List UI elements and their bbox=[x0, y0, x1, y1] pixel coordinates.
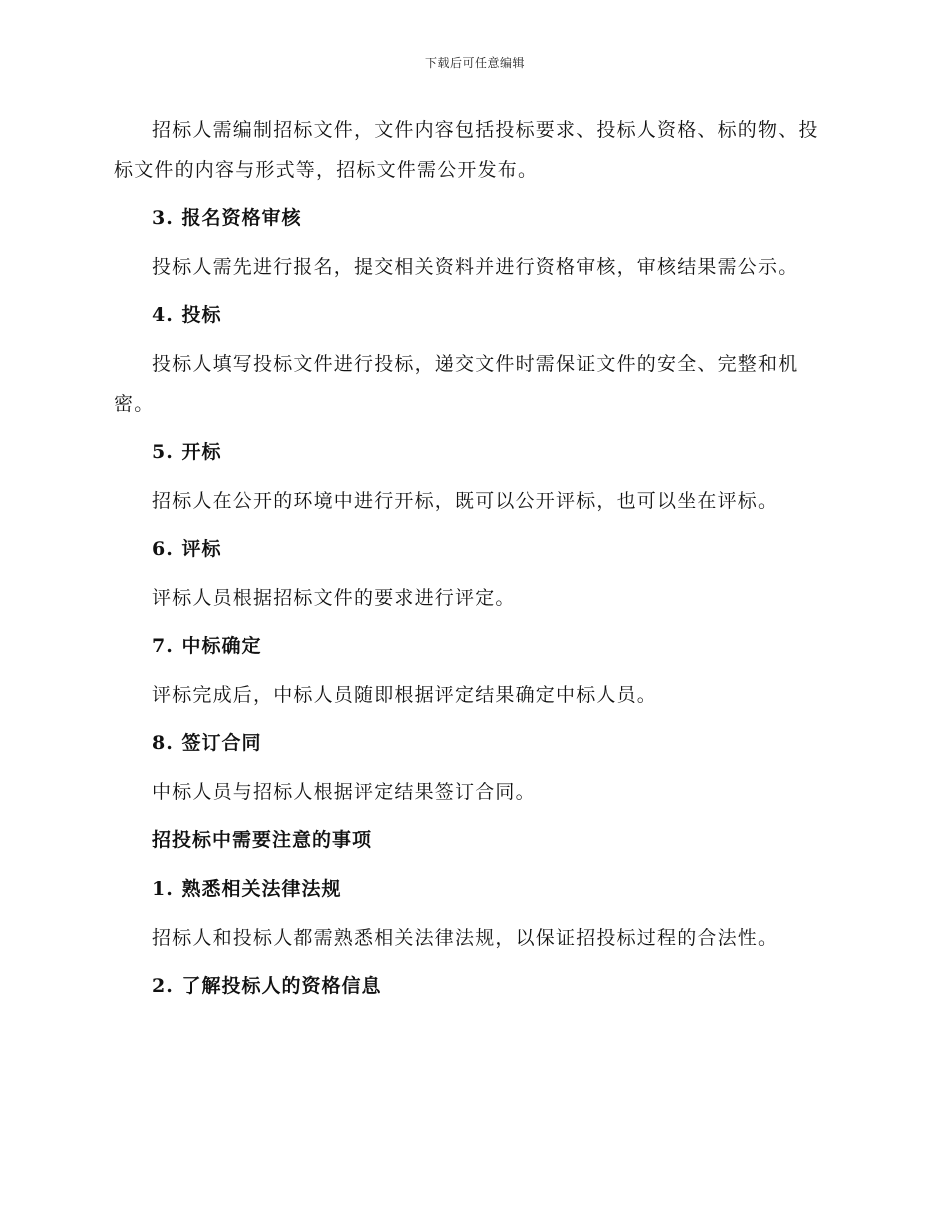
document-body bbox=[114, 110, 834, 1006]
heading-bid-opening: 5. 开标 bbox=[152, 441, 222, 463]
page-header: 下载后可任意编辑 bbox=[424, 56, 525, 70]
paragraph-bidding: 投标人填写投标文件进行投标，递交文件时需保证文件的安全、完整和机密。 bbox=[114, 353, 799, 415]
paragraph-tender-documents: 招标人需编制招标文件，文件内容包括投标要求、投标人资格、标的物、投标文件的内容与形式等，招标文件需公开发布。 bbox=[114, 119, 819, 181]
heading-bid-evaluation: 6. 评标 bbox=[152, 538, 222, 560]
heading-bidder-qualification: 2. 了解投标人的资格信息 bbox=[152, 975, 382, 997]
paragraph-registration-review: 投标人需先进行报名，提交相关资料并进行资格审核，审核结果需公示。 bbox=[152, 256, 799, 278]
heading-bidding: 4. 投标 bbox=[152, 304, 222, 326]
heading-registration-review: 3. 报名资格审核 bbox=[152, 207, 302, 229]
paragraph-award-decision: 评标完成后，中标人员随即根据评定结果确定中标人员。 bbox=[152, 684, 658, 706]
paragraph-know-laws: 招标人和投标人都需熟悉相关法律法规，以保证招投标过程的合法性。 bbox=[152, 927, 779, 949]
heading-know-laws: 1. 熟悉相关法律法规 bbox=[152, 878, 342, 900]
heading-notes-section: 招投标中需要注意的事项 bbox=[152, 829, 373, 851]
paragraph-bid-evaluation: 评标人员根据招标文件的要求进行评定。 bbox=[152, 587, 516, 609]
heading-sign-contract: 8. 签订合同 bbox=[152, 732, 262, 754]
paragraph-sign-contract: 中标人员与招标人根据评定结果签订合同。 bbox=[152, 781, 536, 803]
heading-award-decision: 7. 中标确定 bbox=[152, 635, 262, 657]
paragraph-bid-opening: 招标人在公开的环境中进行开标，既可以公开评标，也可以坐在评标。 bbox=[152, 490, 779, 512]
